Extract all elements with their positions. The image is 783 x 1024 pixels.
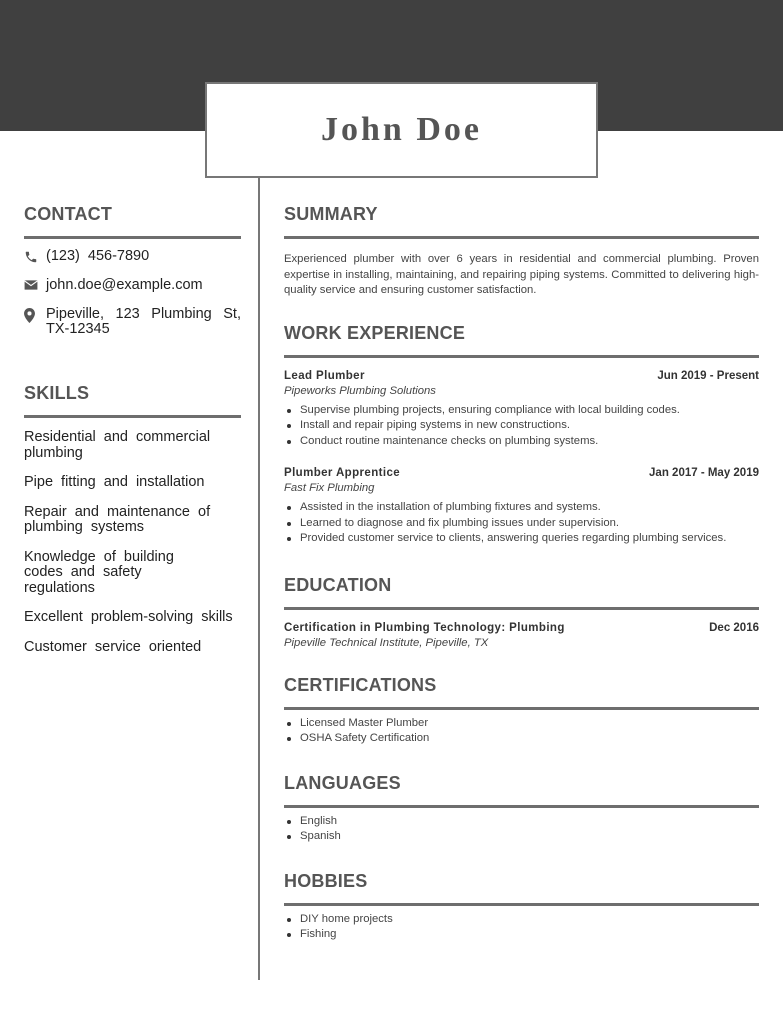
- hobbies-heading: HOBBIES: [284, 870, 368, 891]
- contact-section: [24, 204, 241, 337]
- certification-item: OSHA Safety Certification: [284, 731, 759, 747]
- education-school: Pipeville Technical Institute, Pipeville, TX: [284, 636, 489, 649]
- languages-section: [284, 773, 759, 845]
- hobby-item: DIY home projects: [284, 912, 759, 928]
- job-bullet: Provided customer service to clients, answering queries regarding plumbing services.: [284, 531, 759, 547]
- phone-number: (123) 456-7890: [46, 248, 150, 264]
- skill-item: Repair and maintenance of plumbing systems: [24, 503, 211, 535]
- skill-item: Excellent problem-solving skills: [24, 609, 233, 625]
- candidate-name: John Doe: [321, 111, 482, 148]
- section-rule: [284, 236, 759, 239]
- job-dates: Jan 2017 - May 2019: [649, 467, 759, 479]
- section-rule: [284, 903, 759, 906]
- job-entry: [284, 467, 759, 547]
- left-column: [24, 204, 241, 655]
- skills-heading: SKILLS: [24, 383, 90, 403]
- education-entry: [284, 622, 759, 649]
- phone-icon: [24, 249, 46, 264]
- job-bullet: Assisted in the installation of plumbing fixtures and systems.: [284, 500, 759, 516]
- job-bullet: Conduct routine maintenance checks on plumbing systems.: [284, 434, 759, 450]
- section-rule: [284, 805, 759, 808]
- hobby-item: Fishing: [284, 927, 759, 943]
- skill-item: Customer service oriented: [24, 638, 202, 655]
- education-section: [284, 575, 759, 649]
- summary-section: [284, 204, 759, 299]
- certifications-section: [284, 675, 759, 747]
- summary-text: Experienced plumber with over 6 years in residential and commercial plumbing. Proven expertise in installing, maintaining, and repairing piping systems. Committed to delivering high-quality service and ensuring customer satisfaction.: [284, 253, 759, 296]
- section-rule: [24, 236, 241, 239]
- job-role: Plumber Apprentice: [284, 467, 401, 479]
- contact-email: [24, 278, 241, 293]
- skills-section: [24, 383, 241, 655]
- education-date: Dec 2016: [709, 621, 759, 634]
- skill-item: Residential and commercial plumbing: [24, 429, 211, 461]
- education-degree: Certification in Plumbing Technology: Plumbing: [284, 621, 565, 634]
- language-item: English: [284, 814, 759, 830]
- experience-heading: WORK EXPERIENCE: [284, 322, 466, 343]
- column-divider: [258, 178, 260, 980]
- skill-item: Knowledge of building codes and safety regulations: [24, 548, 174, 596]
- job-dates: Jun 2019 - Present: [657, 369, 759, 382]
- section-rule: [284, 355, 759, 358]
- contact-address: [24, 307, 241, 337]
- job-company: Pipeworks Plumbing Solutions: [284, 384, 436, 397]
- section-rule: [24, 415, 241, 418]
- envelope-icon: [24, 278, 46, 291]
- email-address: john.doe@example.com: [46, 277, 203, 293]
- section-rule: [284, 707, 759, 710]
- job-company: Fast Fix Plumbing: [284, 482, 375, 494]
- summary-heading: SUMMARY: [284, 204, 378, 224]
- contact-heading: CONTACT: [24, 204, 113, 224]
- language-item: Spanish: [284, 829, 759, 845]
- job-bullet: Supervise plumbing projects, ensuring compliance with local building codes.: [284, 403, 759, 419]
- right-column: [284, 204, 759, 943]
- address: Pipeville, 123 Plumbing St, TX-12345: [46, 306, 241, 337]
- job-bullet: Install and repair piping systems in new constructions.: [284, 418, 759, 434]
- job-bullet: Learned to diagnose and fix plumbing issues under supervision.: [284, 516, 759, 532]
- name-box: [205, 82, 598, 178]
- job-role: Lead Plumber: [284, 369, 365, 382]
- map-pin-icon: [24, 307, 46, 323]
- education-heading: EDUCATION: [284, 574, 392, 595]
- skill-item: Pipe fitting and installation: [24, 474, 205, 490]
- job-entry: [284, 370, 759, 450]
- contact-phone: [24, 249, 241, 264]
- hobbies-section: [284, 871, 759, 943]
- certifications-heading: CERTIFICATIONS: [284, 674, 437, 695]
- section-rule: [284, 607, 759, 610]
- languages-heading: LANGUAGES: [284, 772, 401, 793]
- certification-item: Licensed Master Plumber: [284, 716, 759, 732]
- experience-section: [284, 323, 759, 547]
